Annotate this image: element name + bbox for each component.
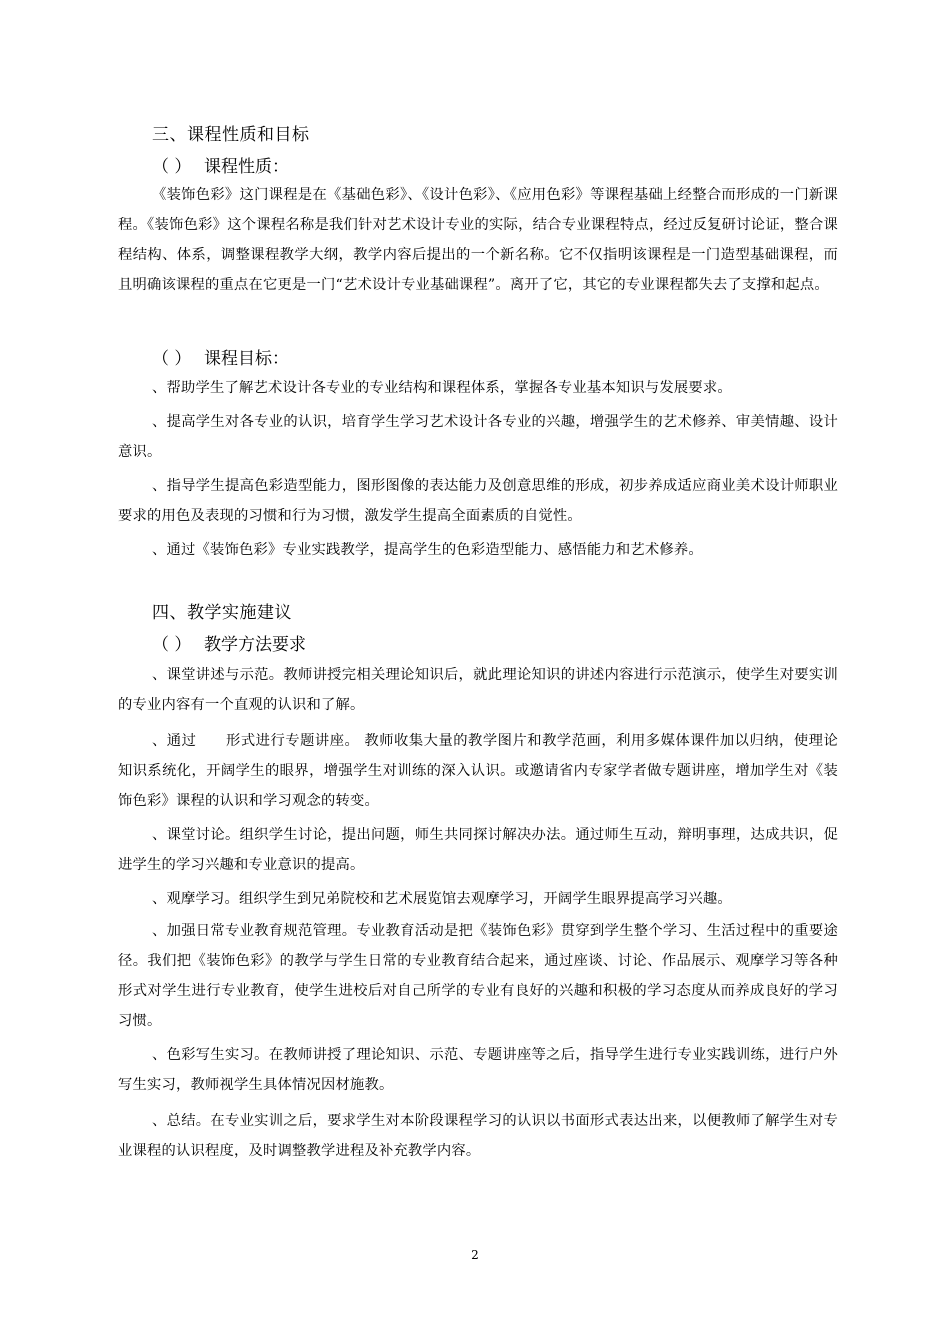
section-3-heading: 三、课程性质和目标 [152, 125, 310, 145]
goal-item: 、通过《装饰色彩》专业实践教学，提高学生的色彩造型能力、感悟能力和艺术修养。 [152, 542, 703, 558]
goal-item: 、提高学生对各专业的认识，培育学生学习艺术设计各专业的兴趣，增强学生的艺术修养、审美情趣、设计意识。 [118, 414, 838, 460]
goal-item: 、指导学生提高色彩造型能力，图形图像的表达能力及创意思维的形成，初步养成适应商业美术设计师职业要求的用色及表现的习惯和行为习惯，激发学生提高全面素质的自觉性。 [118, 478, 838, 524]
page-number: 2 [471, 1248, 479, 1262]
sub-label: 课程目标： [204, 349, 289, 369]
section-3-sub-1 [152, 152, 289, 177]
course-nature-paragraph: 《装饰色彩》这门课程是在《基础色彩》、《设计色彩》、《应用色彩》等课程基础上经整合而形成的一门新课程。《装饰色彩》这个课程名称是我们针对艺术设计专业的实际，结合专业课程特点，经过反复研讨论证，整合课程结构、体系，调整课程教学大纲，教学内容后提出的一个新名称。它不仅指明该课程是一门造型基础课程，而且明确该课程的重点在它更是一门“艺术设计专业基础课程”。离开了它，其它的专业课程都失去了支撑和起点。 [118, 187, 838, 293]
section-3-sub-2 [152, 344, 289, 369]
method-item: 、色彩写生实习。在教师讲授了理论知识、示范、专题讲座等之后，指导学生进行专业实践训练，进行户外写生实习，教师视学生具体情况因材施教。 [118, 1047, 838, 1093]
method-item: 、总结。在专业实训之后，要求学生对本阶段课程学习的认识以书面形式表达出来，以便教师了解学生对专业课程的认识程度，及时调整教学进程及补充教学内容。 [118, 1113, 838, 1159]
sub-number: （ ） [152, 157, 192, 177]
method-item: 、课堂讨论。组织学生讨论，提出问题，师生共同探讨解决办法。通过师生互动，辩明事理，达成共识，促进学生的学习兴趣和专业意识的提高。 [118, 827, 838, 873]
section-4-sub-1 [152, 630, 306, 655]
sub-number: （ ） [152, 635, 192, 655]
method-item: 、课堂讲述与示范。教师讲授完相关理论知识后，就此理论知识的讲述内容进行示范演示，使学生对要实训的专业内容有一个直观的认识和了解。 [118, 667, 838, 713]
sub-label: 课程性质： [204, 157, 289, 177]
section-4-heading: 四、教学实施建议 [152, 603, 292, 623]
sub-label: 教学方法要求 [204, 635, 306, 655]
method-item: 、观摩学习。组织学生到兄弟院校和艺术展览馆去观摩学习，开阔学生眼界提高学习兴趣。 [152, 891, 732, 907]
sub-number: （ ） [152, 349, 192, 369]
method-item: 、通过 形式进行专题讲座。 教师收集大量的教学图片和教学范画，利用多媒体课件加以归纳，使理论知识系统化，开阔学生的眼界，增强学生对训练的深入认识。或邀请省内专家学者做专题讲座，增加学生对《装饰色彩》课程的认识和学习观念的转变。 [118, 733, 838, 809]
method-item: 、加强日常专业教育规范管理。专业教育活动是把《装饰色彩》贯穿到学生整个学习、生活过程中的重要途径。我们把《装饰色彩》的教学与学生日常的专业教育结合起来，通过座谈、讨论、作品展示、观摩学习等各种形式对学生进行专业教育，使学生进校后对自己所学的专业有良好的兴趣和积极的学习态度从而养成良好的学习习惯。 [118, 923, 838, 1029]
goal-item: 、帮助学生了解艺术设计各专业的专业结构和课程体系，掌握各专业基本知识与发展要求。 [152, 380, 732, 396]
